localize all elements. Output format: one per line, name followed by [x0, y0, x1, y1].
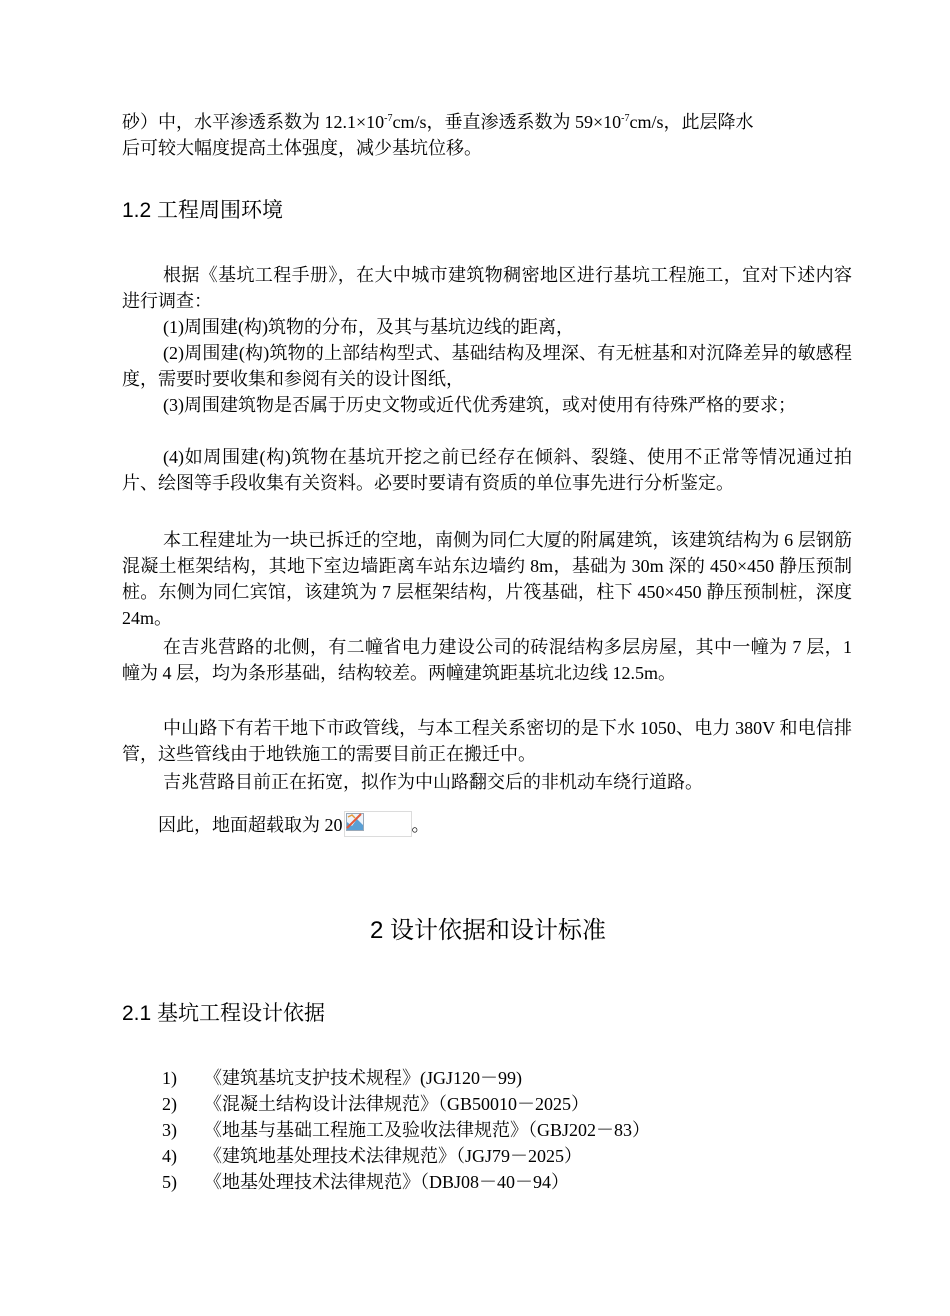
list-item: 3) 《地基与基础工程施工及验收法律规范》（GBJ202－83） [162, 1120, 651, 1140]
list-item: 5) 《地基处理技术法律规范》（DBJ08－40－94） [162, 1172, 570, 1192]
list-item: 2) 《混凝土结构设计法律规范》（GB50010－2025） [162, 1094, 590, 1114]
paragraph-item-2: (2)周围建(构)筑物的上部结构型式、基础结构及埋深、有无桩基和对沉降差异的敏感程度，需要时要收集和参阅有关的设计图纸， [122, 343, 852, 389]
section-heading-1-2: 1.2 工程周围环境 [122, 199, 284, 222]
paragraph-north: 在吉兆营路的北侧，有二幢省电力建设公司的砖混结构多层房屋，其中一幢为 7 层，1 幢为 4 层，均为条形基础，结构较差。两幢建筑距基坑北边线 12.5m。 [122, 637, 852, 683]
paragraph-item-3: (3)周围建筑物是否属于历史文物或近代优秀建筑，或对使用有待殊严格的要求； [163, 395, 796, 415]
top-line-1: 砂）中，水平渗透系数为 $12.1\times 10^{-7}cm/s$，垂直渗透系数为 $59\times 10^{-7}cm/s$，此层降水 [122, 112, 754, 132]
standards-list [162, 1065, 650, 1195]
top-line-2: 后可较大幅度提高土体强度，减少基坑位移。 [122, 138, 482, 158]
top-paragraph [122, 109, 852, 161]
paragraph-pipelines: 中山路下有若干地下市政管线，与本工程关系密切的是下水 1050、电力 380V 和电信排管，这些管线由于地铁施工的需要目前正在搬迁中。 [122, 718, 852, 764]
load-suffix: 。 [411, 815, 430, 835]
paragraph-item-4: (4)如周围建(构)筑物在基坑开挖之前已经存在倾斜、裂缝、使用不正常等情况通过拍片、绘图等手段收集有关资料。必要时要请有资质的单位事先进行分析鉴定。 [122, 447, 852, 493]
paragraph-item-1: (1)周围建(构)筑物的分布，及其与基坑边线的距离， [163, 317, 574, 337]
paragraph-load [122, 811, 852, 838]
paragraph-road: 吉兆营路目前正在拓宽，拟作为中山路翻交后的非机动车绕行道路。 [163, 772, 703, 792]
section-heading-2-1: 2.1 基坑工程设计依据 [122, 1002, 326, 1025]
chapter-heading-2: 2 设计依据和设计标准 [369, 917, 606, 944]
paragraph-site: 本工程建址为一块已拆迁的空地，南侧为同仁大厦的附属建筑，该建筑结构为 6 层钢筋混凝土框架结构，其地下室边墙距离车站东边墙约 8m，基础为 30m 深的 450×450 静压预制桩。东侧为同仁宾馆，该建筑为 7 层框架结构，片筏基础，柱下 450×450 静压预制桩，深度 24m。 [122, 530, 852, 628]
formula-image-placeholder [344, 811, 412, 837]
list-item: 1) 《建筑基坑支护技术规程》(JGJ120－99) [162, 1068, 522, 1088]
load-prefix: 因此，地面超载取为 20 [158, 815, 343, 835]
broken-image-icon [346, 813, 364, 831]
paragraph-intro: 根据《基坑工程手册》，在大中城市建筑物稠密地区进行基坑工程施工，宜对下述内容进行调查： [122, 265, 852, 311]
list-item: 4) 《建筑地基处理技术法律规范》（JGJ79－2025） [162, 1146, 583, 1166]
